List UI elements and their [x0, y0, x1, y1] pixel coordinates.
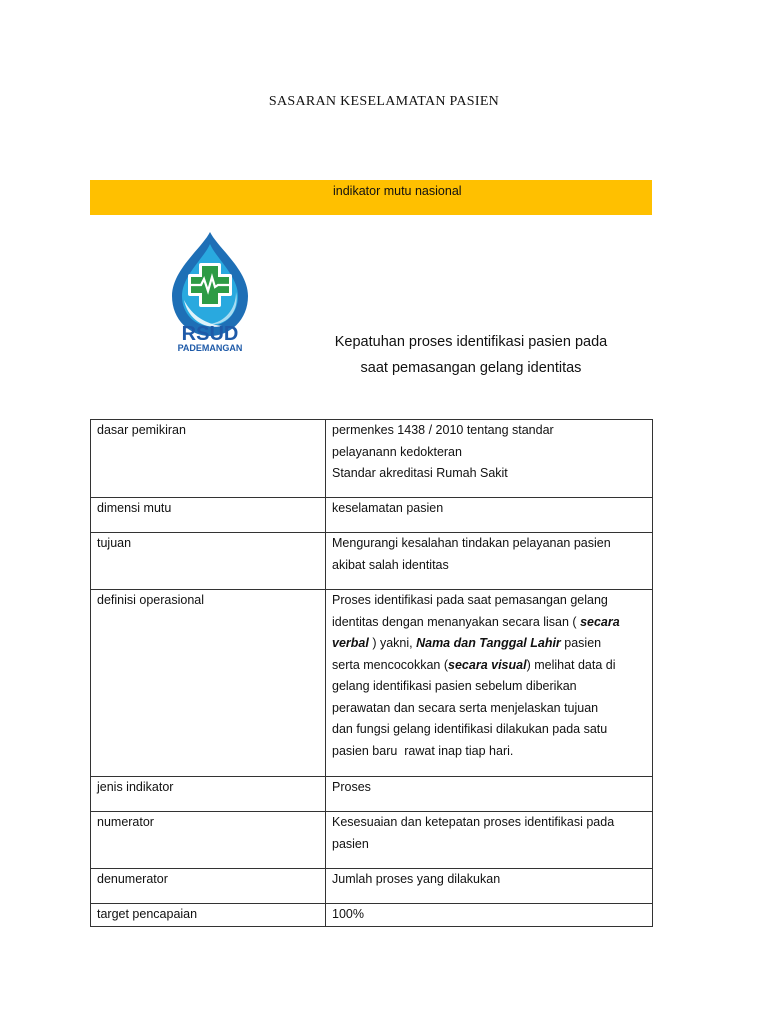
row-value [326, 498, 653, 533]
value-line: pasien baru rawat inap tiap hari. [332, 743, 514, 758]
value-line: keselamatan pasien [332, 501, 444, 515]
table-row [91, 812, 653, 869]
value-line: Standar akreditasi Rumah Sakit [332, 466, 508, 480]
row-label: tujuan [91, 533, 326, 590]
value-line: pelayanann kedokteran [332, 444, 462, 459]
row-label: numerator [91, 812, 326, 869]
table-row [91, 904, 653, 927]
table-row [91, 590, 653, 777]
heading-line: Kepatuhan proses identifikasi pasien pada [334, 334, 608, 350]
logo-text: RSUD [181, 323, 239, 345]
indicator-table [90, 419, 653, 927]
row-value [326, 777, 653, 812]
value-line: permenkes 1438 / 2010 tentang standar [332, 423, 554, 437]
indicator-heading [320, 329, 622, 381]
table-row [91, 777, 653, 812]
row-label: dimensi mutu [91, 498, 326, 533]
value-line: Jumlah proses yang dilakukan [332, 872, 501, 886]
value-line [332, 612, 646, 634]
table-row [91, 498, 653, 533]
row-label: target pencapaian [91, 904, 326, 927]
value-line [332, 655, 646, 677]
text-fragment: identitas dengan menanyakan secara lisan ( [332, 614, 581, 629]
row-value [326, 420, 653, 498]
value-line: 100% [332, 907, 364, 921]
value-line: gelang identifikasi pasien sebelum diberikan [332, 679, 577, 693]
heading-line: saat pemasangan gelang identitas [360, 360, 582, 376]
emphasis-text: secara visual [448, 657, 527, 672]
row-label: definisi operasional [91, 590, 326, 777]
value-line: akibat salah identitas [332, 557, 449, 572]
row-value [326, 812, 653, 869]
rsud-logo [162, 230, 258, 354]
row-value [326, 869, 653, 904]
indicator-banner [90, 180, 652, 215]
logo-subtext: PADEMANGAN [177, 343, 243, 353]
table-row [91, 533, 653, 590]
emphasis-text: Nama dan Tanggal Lahir [416, 636, 561, 650]
value-line: Proses [332, 780, 371, 794]
value-line: pasien [332, 836, 369, 851]
row-value [326, 904, 653, 927]
emphasis-text: verbal [332, 636, 369, 650]
row-value [326, 533, 653, 590]
row-label: dasar pemikiran [91, 420, 326, 498]
value-line [332, 633, 646, 655]
text-fragment: serta mencocokkan ( [332, 657, 449, 672]
table-row [91, 869, 653, 904]
row-label: denumerator [91, 869, 326, 904]
text-fragment: ) yakni, [368, 636, 417, 650]
value-line: perawatan dan secara serta menjelaskan tujuan [332, 700, 599, 715]
value-line: dan fungsi gelang identifikasi dilakukan pada satu [332, 722, 608, 736]
value-line: Kesesuaian dan ketepatan proses identifikasi pada [332, 815, 615, 829]
table-row [91, 420, 653, 498]
page-title: SASARAN KESELAMATAN PASIEN [268, 94, 500, 109]
emphasis-text: secara [580, 614, 620, 629]
value-line: Proses identifikasi pada saat pemasangan gelang [332, 593, 608, 607]
row-label: jenis indikator [91, 777, 326, 812]
row-value [326, 590, 653, 777]
value-line: Mengurangi kesalahan tindakan pelayanan pasien [332, 536, 611, 550]
banner-label: indikator mutu nasional [333, 184, 462, 198]
text-fragment: pasien [560, 636, 602, 650]
text-fragment: ) melihat data di [526, 657, 616, 672]
